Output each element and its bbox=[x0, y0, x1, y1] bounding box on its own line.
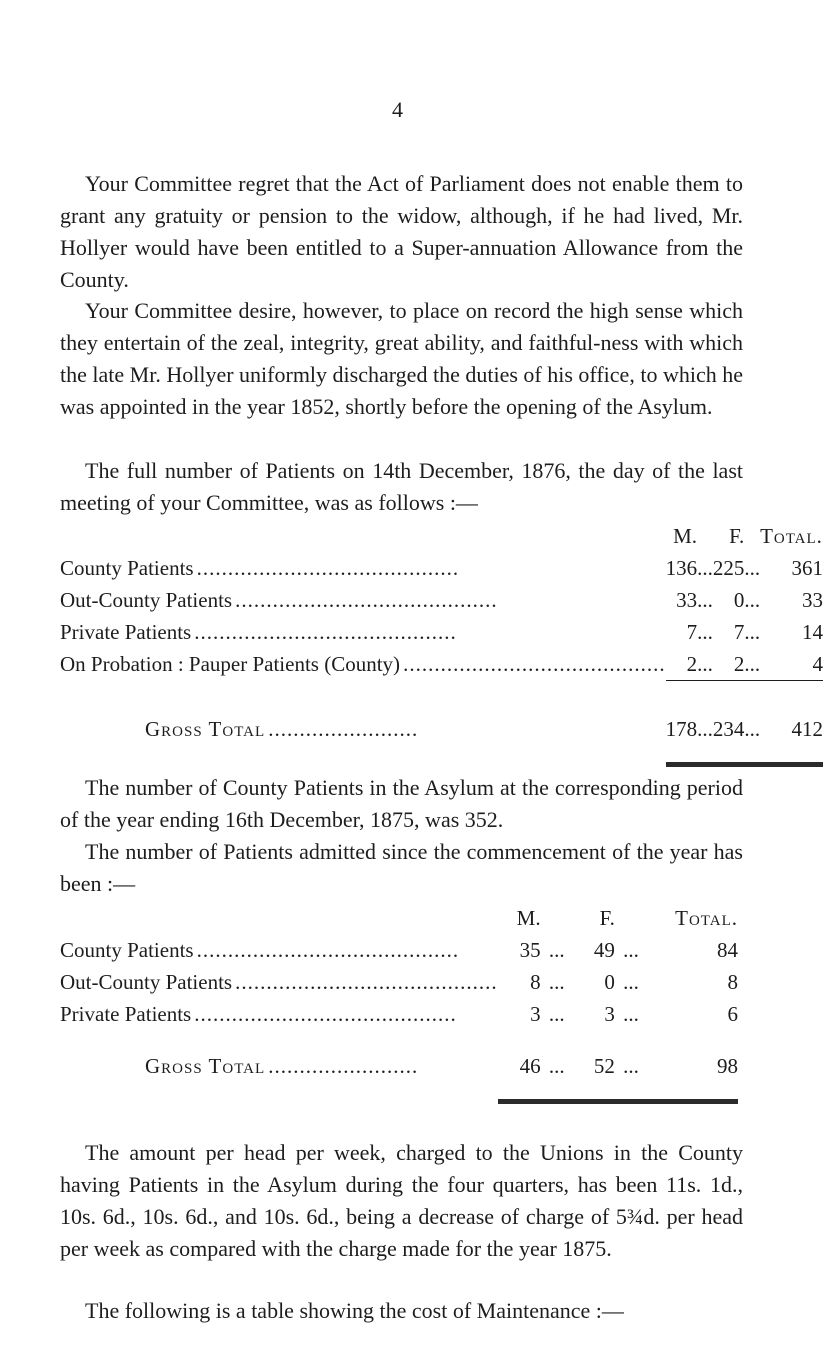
row-female: 0 bbox=[733, 588, 745, 612]
row-label: Out-County Patients .......................................... bbox=[60, 588, 498, 612]
row-male: 33 bbox=[676, 588, 698, 612]
table-row: Private Patients .......................................... 3 ... 3 ... 6 bbox=[60, 998, 738, 1030]
row-label: Private Patients .......................................... bbox=[60, 620, 457, 644]
row-female: 0 bbox=[604, 970, 615, 994]
paragraph-amount-per-head: The amount per head per week, charged to the Unions in the County having Patients in the Asylum during the four quarters, has been 11s. 1d., 10s. 6d., 10s. 6d., and 10s. 6d., being a decrease of charge of 5¾d. per head per week as compared with the charge made for the year 1875. bbox=[60, 1140, 743, 1261]
row-label: Private Patients .......................................... bbox=[60, 1002, 457, 1026]
row-male: 136 bbox=[665, 556, 698, 580]
row-total: 361 bbox=[791, 556, 823, 580]
gross-label: Gross Total ........................ bbox=[145, 717, 419, 741]
table-row: On Probation : Pauper Patients (County) .......................................... 2 ... 2 ... 4 bbox=[60, 648, 823, 681]
header-female: F. bbox=[729, 524, 745, 548]
table-row: Private Patients .......................................... 7 ... 7 ... 14 bbox=[60, 616, 823, 648]
row-male: 3 bbox=[530, 1002, 541, 1026]
header-male: M. bbox=[516, 906, 541, 930]
row-female: 2 bbox=[733, 652, 745, 676]
table-row: County Patients .......................................... 35 ... 49 ... 84 bbox=[60, 934, 738, 966]
double-rule bbox=[666, 762, 823, 767]
row-total: 14 bbox=[801, 620, 823, 644]
gross-total: 412 bbox=[791, 717, 823, 741]
gross-total-row: Gross Total ........................ 46 ... 52 ... 98 bbox=[60, 1050, 738, 1082]
table-row: Out-County Patients .......................................... 33 ... 0 ... 33 bbox=[60, 584, 823, 616]
row-total: 6 bbox=[727, 1002, 738, 1026]
row-female: 7 bbox=[733, 620, 745, 644]
page-number: 4 bbox=[392, 97, 403, 122]
paragraph-corresponding-period: The number of County Patients in the Asylum at the corresponding period of the year ending 16th December, 1875, was 352. bbox=[60, 775, 743, 832]
header-female: F. bbox=[599, 906, 615, 930]
row-label: Out-County Patients .......................................... bbox=[60, 970, 498, 994]
row-male: 7 bbox=[686, 620, 698, 644]
gross-total-row: Gross Total ........................ 178 ... 234 ... 412 bbox=[60, 713, 823, 745]
table-row: Out-County Patients .......................................... 8 ... 0 ... 8 bbox=[60, 966, 738, 998]
header-male: M. bbox=[673, 524, 698, 548]
table-header-row bbox=[60, 520, 823, 552]
patients-table-december bbox=[60, 520, 823, 777]
row-female: 225 bbox=[712, 556, 745, 580]
paragraph-full-number: The full number of Patients on 14th December, 1876, the day of the last meeting of your Committee, was as follows :— bbox=[60, 458, 743, 515]
row-total: 4 bbox=[812, 652, 823, 676]
header-total: Total. bbox=[675, 906, 738, 930]
gross-female: 234 bbox=[712, 717, 745, 741]
gross-female: 52 bbox=[593, 1054, 615, 1078]
row-female: 49 bbox=[593, 938, 615, 962]
gross-total: 98 bbox=[717, 1054, 738, 1078]
gross-male: 178 bbox=[665, 717, 698, 741]
row-male: 2 bbox=[686, 652, 698, 676]
table-header-row bbox=[60, 902, 738, 934]
patients-admitted-table bbox=[60, 902, 738, 1114]
row-male: 35 bbox=[519, 938, 541, 962]
paragraph-gratuity: Your Committee regret that the Act of Parliament does not enable them to grant any gratuity or pension to the widow, although, if he had lived, Mr. Hollyer would have been entitled to a Super-annuation Allowance from the County. bbox=[60, 171, 743, 292]
row-total: 33 bbox=[801, 588, 823, 612]
header-total: Total. bbox=[760, 524, 823, 548]
row-label: County Patients .......................................... bbox=[60, 556, 460, 580]
row-male: 8 bbox=[530, 970, 541, 994]
row-label: On Probation : Pauper Patients (County) .......................................... bbox=[60, 652, 666, 677]
paragraph-admitted: The number of Patients admitted since the commencement of the year has been :— bbox=[60, 839, 743, 896]
gross-label: Gross Total ........................ bbox=[145, 1054, 419, 1078]
row-total: 84 bbox=[717, 938, 738, 962]
double-rule bbox=[498, 1099, 738, 1104]
row-female: 3 bbox=[604, 1002, 615, 1026]
paragraph-following-table: The following is a table showing the cost of Maintenance :— bbox=[85, 1298, 624, 1323]
paragraph-record: Your Committee desire, however, to place on record the high sense which they entertain of the zeal, integrity, great ability, and faithful-ness with which the late Mr. Hollyer uniformly discharged the duties of his office, to which he was appointed in the year 1852, shortly before the opening of the Asylum. bbox=[60, 298, 743, 419]
table-row: County Patients .......................................... 136 ... 225 ... 361 bbox=[60, 552, 823, 584]
gross-male: 46 bbox=[519, 1054, 541, 1078]
row-label: County Patients .......................................... bbox=[60, 938, 460, 962]
row-total: 8 bbox=[727, 970, 738, 994]
